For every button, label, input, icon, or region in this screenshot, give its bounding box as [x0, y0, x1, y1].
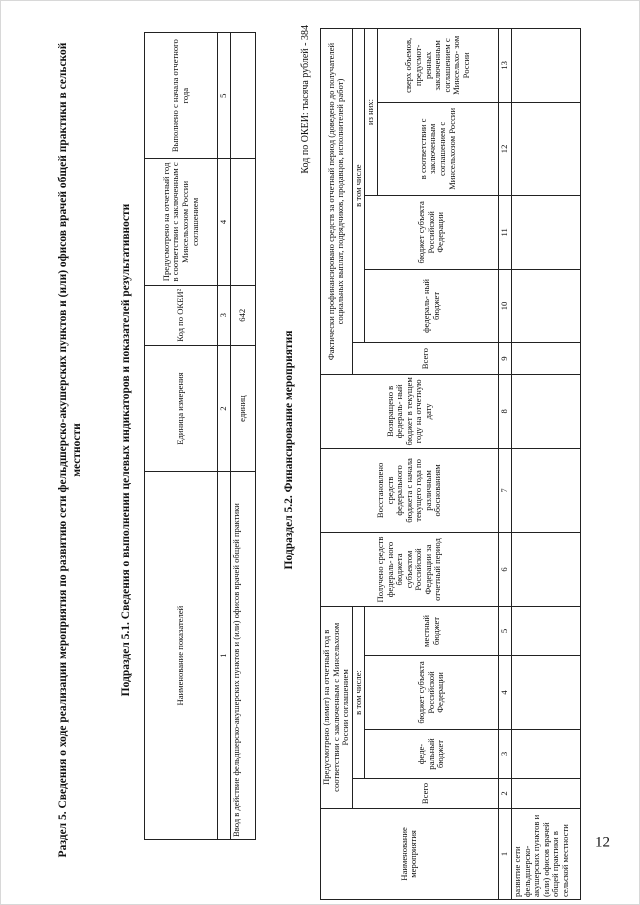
col-number: 9 [498, 343, 511, 375]
data-cell [511, 29, 580, 103]
header-planned-group: Предусмотрено (лимит) на отчетный год в соответствии с заключенным с Минсельхозом России соглашением [321, 606, 353, 808]
header-returned: Возвращено в федераль- ный бюджет в текущем году на отчетную дату [321, 375, 499, 449]
header-planned-total: Всего [352, 779, 498, 809]
data-cell [511, 729, 580, 778]
header-planned-incl: в том числе: [352, 606, 365, 778]
col-number: 1 [218, 472, 231, 840]
header-financed-incl: в том числе [352, 29, 365, 343]
header-received: Получено средств федераль- ного бюджета субъектом Российской Федерации за отчетный период [321, 533, 499, 607]
header-planned-region: бюджет субъекта Российской Федерации [365, 656, 499, 730]
header-event-name: Наименование мероприятия [321, 808, 499, 899]
col-number: 7 [498, 448, 511, 533]
col-number: 3 [498, 729, 511, 778]
header-planned: Предусмотрено на отчетный год в соответствии с заключенным с Минсельхозом России соглашением [145, 159, 218, 285]
header-above-agreement: сверх объемов, предусмот- ренных заключенным соглашением с Минсельхо- зом России [377, 29, 498, 103]
page-number: 12 [595, 834, 610, 851]
financing-table [320, 28, 581, 900]
header-done: Выполнено с начала отчетного года [145, 33, 218, 159]
col-number: 1 [498, 808, 511, 899]
indicator-name-cell: Ввод в действие фельдшерско-акушерских пунктов и (или) офисов врачей общей практики [231, 472, 256, 840]
col-number: 10 [498, 269, 511, 343]
header-restored: Восстановлено средств федерального бюджета с начала текущего года по различным обоснованиям [321, 448, 499, 533]
indicator-unit-cell: единиц [231, 345, 256, 471]
col-number: 12 [498, 102, 511, 195]
subsection2-title: Подраздел 5.2. Финансирование мероприятия [283, 330, 295, 570]
data-cell [511, 196, 580, 270]
header-financed-region: бюджет субъекта Российской Федерации [365, 196, 499, 270]
col-number: 8 [498, 375, 511, 449]
indicator-planned-cell [231, 159, 256, 285]
indicators-table [144, 32, 256, 840]
data-cell [511, 269, 580, 343]
data-cell [511, 779, 580, 809]
data-cell [511, 448, 580, 533]
col-number: 13 [498, 29, 511, 103]
col-number: 3 [218, 285, 231, 345]
indicator-okei-cell: 642 [231, 285, 256, 345]
event-name-cell: развитие сети фельдшерско-акушерских пунктов и (или) офисов врачей общей практики в сельской местности [511, 808, 580, 899]
col-number: 4 [498, 656, 511, 730]
col-number: 4 [218, 159, 231, 285]
data-cell [511, 656, 580, 730]
header-okei: Код по ОКЕИ² [145, 285, 218, 345]
col-number: 6 [498, 533, 511, 607]
header-of-them: из них: [365, 29, 378, 196]
header-planned-federal: феде- ральный бюджет [365, 729, 499, 778]
data-cell [511, 375, 580, 449]
data-cell [511, 606, 580, 655]
okei-note: Код по ОКЕИ: тысяча рублей - 384 [300, 25, 311, 174]
data-cell [511, 533, 580, 607]
header-unit: Единица измерения [145, 345, 218, 471]
header-indicator-name: Наименование показателей [145, 472, 218, 840]
indicator-done-cell [231, 33, 256, 159]
col-number: 5 [218, 33, 231, 159]
header-per-agreement: в соответствии с заключенным соглашением с Минсельхозом России [377, 102, 498, 195]
col-number: 11 [498, 196, 511, 270]
col-number: 5 [498, 606, 511, 655]
header-planned-local: местный бюджет [365, 606, 499, 655]
data-cell [511, 343, 580, 375]
col-number: 2 [498, 779, 511, 809]
header-financed-group: Фактически профинансировано средств за отчетный период (доведено до получателей социальных выплат, подрядчиков, продавцов, исполнителей работ) [321, 29, 353, 375]
header-financed-total: Всего [352, 343, 498, 375]
data-cell [511, 102, 580, 195]
col-number: 2 [218, 345, 231, 471]
section-title: Раздел 5. Сведения о ходе реализации мероприятия по развитию сети фельдшерско-акушерских пунктов и (или) офисов врачей общей практики в сельской местности [57, 42, 83, 858]
subsection1-title: Подраздел 5.1. Сведения о выполнении целевых индикаторов и показателей результативности [120, 203, 132, 697]
header-financed-federal: федераль- ный бюджет [365, 269, 499, 343]
